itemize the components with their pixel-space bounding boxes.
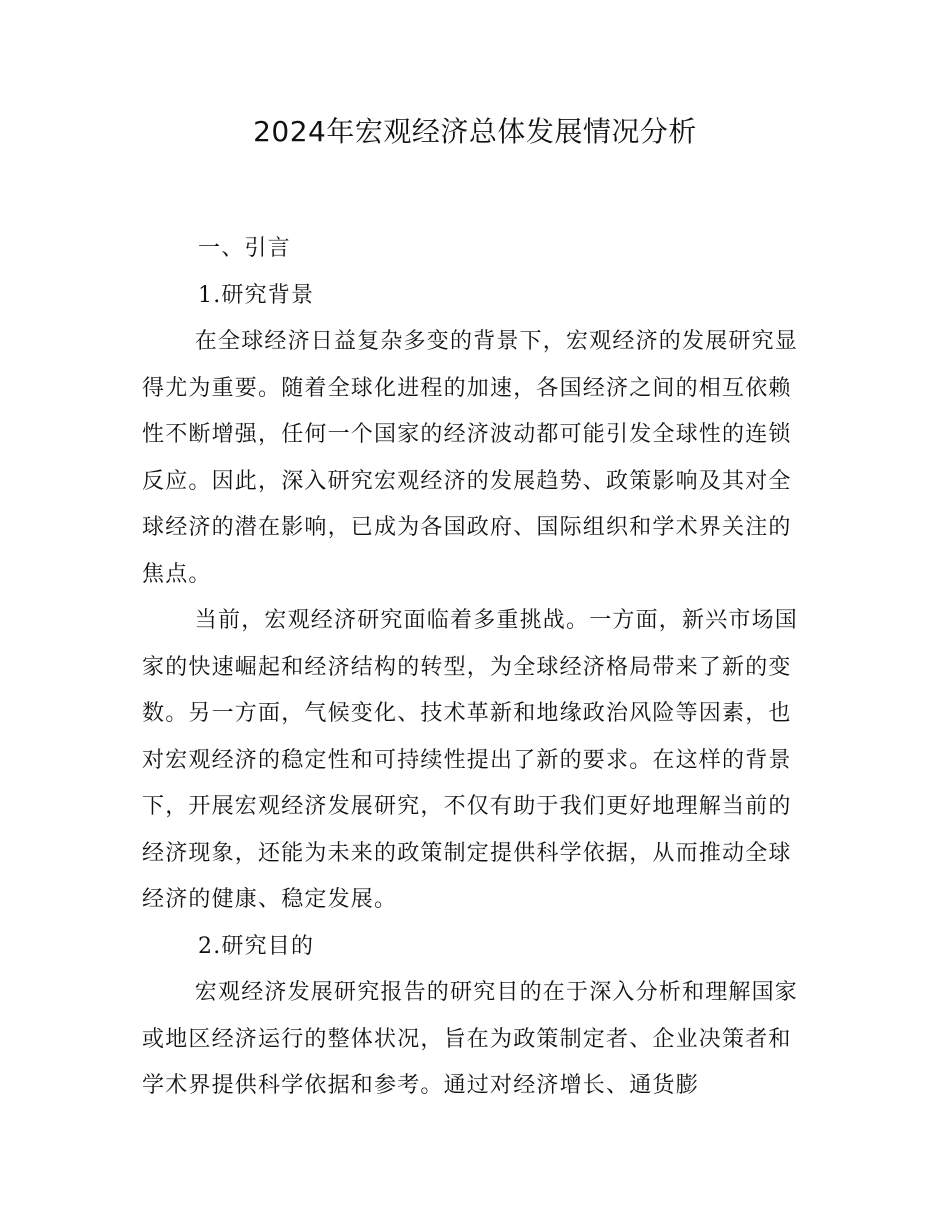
- subsection-heading-research-background: 1.研究背景: [198, 282, 315, 308]
- paragraph-background-2: 当前，宏观经济研究面临着多重挑战。一方面，新兴市场国家的快速崛起和经济结构的转型，为全球经济格局带来了新的变数。另一方面，气候变化、技术革新和地缘政治风险等因素，也对宏观经济的稳定性和可持续性提出了新的要求。在这样的背景下，开展宏观经济发展研究，不仅有助于我们更好地理解当前的经济现象，还能为未来的政策制定提供科学依据，从而推动全球经济的健康、稳定发展。: [142, 608, 798, 912]
- paragraph-purpose-1: 宏观经济发展研究报告的研究目的在于深入分析和理解国家或地区经济运行的整体状况，旨在为政策制定者、企业决策者和学术界提供科学依据和参考。通过对经济增长、通货膨: [142, 980, 798, 1098]
- document-body: [142, 226, 812, 1110]
- section-heading-introduction: 一、引言: [198, 236, 291, 261]
- paragraph-background-1: 在全球经济日益复杂多变的背景下，宏观经济的发展研究显得尤为重要。随着全球化进程的加速，各国经济之间的相互依赖性不断增强，任何一个国家的经济波动都可能引发全球性的连锁反应。因此，深入研究宏观经济的发展趋势、政策影响及其对全球经济的潜在影响，已成为各国政府、国际组织和学术界关注的焦点。: [142, 329, 798, 587]
- subsection-heading-research-purpose: 2.研究目的: [198, 933, 315, 959]
- document-title: 2024年宏观经济总体发展情况分析: [253, 115, 697, 148]
